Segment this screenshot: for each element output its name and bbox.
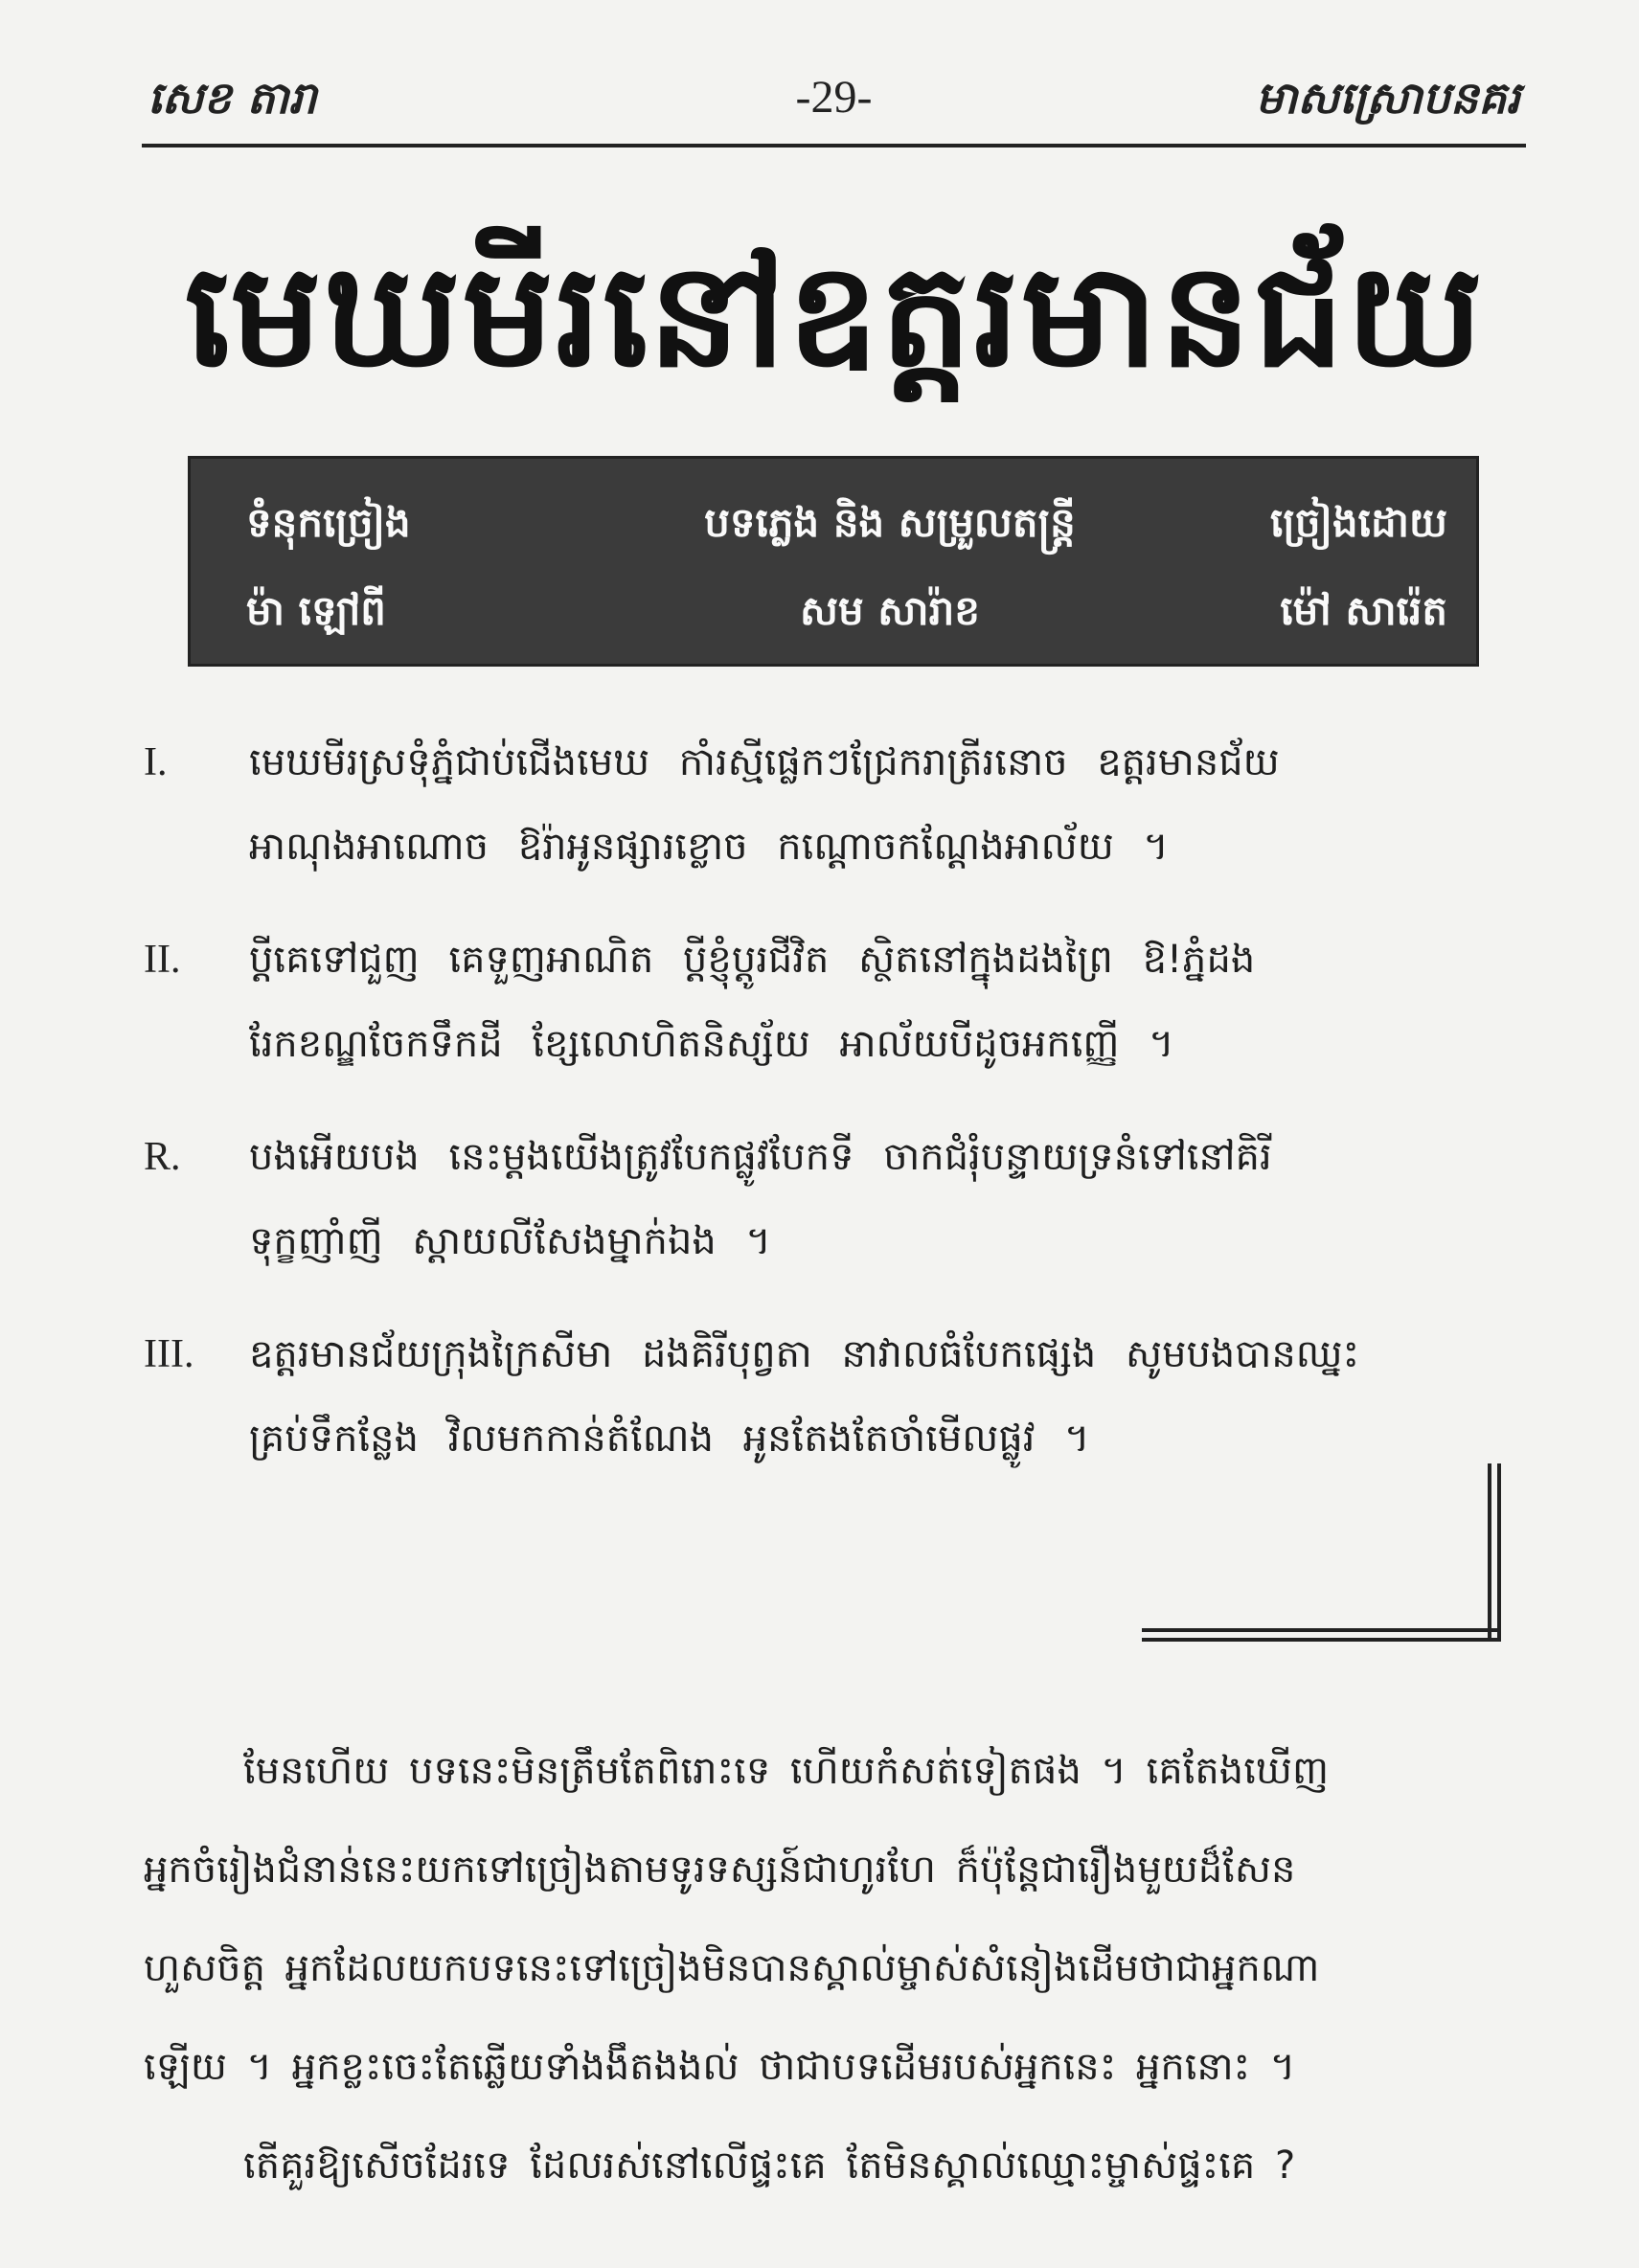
prose-line: មែនហើយ បទនេះមិនត្រឹមតែពិរោះទេ ហើយកំសត់ទៀតផង ។ គេតែងឃើញ: [243, 1749, 1330, 1793]
lyric-line: ឧត្តរមានជ័យក្រុងក្រៃសីមា ដងគិរីបុព្វតា នាវាលធំបែកផ្សេង សូមបងបានឈ្នះ: [249, 1332, 1360, 1376]
lyric-line: ទុក្ខញាំញី ស្ដាយលីសែងម្នាក់ឯង ។: [249, 1219, 771, 1263]
corner-ornament-horizontal: [1142, 1628, 1501, 1642]
lyric-line: បងអើយបង នេះម្ដងយើងត្រូវបែកផ្លូវបែកទី ចាកជំរុំបន្ទាយទ្រនំទៅនៅគិរី: [249, 1135, 1272, 1179]
verse-marker: R.: [144, 1135, 181, 1179]
header-book-title: មាសស្រោបនគរ: [1255, 72, 1520, 124]
credit-role: ទំនុកច្រៀង: [246, 499, 411, 546]
prose-line: តើគួរឱ្យសើចដែរទេ ដែលរស់នៅលើផ្ទះគេ តែមិនស្គាល់ឈ្មោះម្ចាស់ផ្ទះគេ ?: [243, 2143, 1296, 2188]
credit-person: សម សារ៉ាខ: [800, 587, 980, 634]
credit-role: បទភ្លេង និង សម្រួលតន្ត្រី: [704, 499, 1076, 546]
lyric-line: គ្រប់ទឹកន្លែង វិលមកកាន់តំណែង អូនតែងតែចាំមើលផ្លូវ ។: [249, 1417, 1090, 1461]
credit-person: ម៉ា ឡៅពី: [246, 587, 386, 634]
credit-role: ច្រៀងដោយ: [1270, 499, 1447, 546]
header-divider: [142, 144, 1526, 147]
verse: [144, 720, 1533, 889]
lyrics: [144, 720, 1533, 1509]
prose-line: ហួសចិត្ត អ្នកដែលយកបទនេះទៅច្រៀងមិនបានស្គាល់ម្ចាស់សំនៀងដើមថាជាអ្នកណា: [144, 1946, 1320, 1990]
song-title: មេឃមីរនៅឧត្តរមានជ័យ: [184, 233, 1485, 399]
prose-line: អ្នកចំរៀងជំនាន់នេះយកទៅច្រៀងតាមទូរទស្សន៍ជាហូរហែ ក៏ប៉ុន្ដែជារឿងមួយដ៏សែន: [144, 1848, 1296, 1892]
lyric-line: អាណុងអាណោច ឱរ៉ាអូនផ្សារខ្លោច កណ្ដោចកណ្ដែងអាល័យ ។: [249, 825, 1169, 869]
credit-composer: [689, 459, 1091, 664]
refrain: [144, 1115, 1533, 1283]
credit-singer: [1160, 459, 1447, 664]
prose-line: ឡើយ ។ អ្នកខ្លះចេះតែឆ្លើយទាំងងឹតងងល់ ថាជាបទដើមរបស់អ្នកនេះ អ្នកនោះ ។: [144, 2045, 1296, 2089]
verse: [144, 918, 1533, 1086]
running-header: [142, 59, 1526, 134]
credits-box: [188, 456, 1479, 667]
verse-marker: III.: [144, 1332, 194, 1376]
verse-marker: I.: [144, 740, 168, 784]
header-author: សេខ តារា: [148, 72, 317, 124]
commentary: [144, 1722, 1504, 2215]
page-number: -29-: [795, 72, 873, 123]
verse-marker: II.: [144, 938, 181, 982]
credit-lyricist: [246, 459, 591, 664]
corner-ornament-vertical: [1488, 1463, 1501, 1642]
credit-person: ម៉ៅ សារ៉េត: [1280, 587, 1447, 634]
lyric-line: ប្ដីគេទៅជួញ គេទួញអាណិត ប្ដីខ្ញុំប្ដូរជីវិត ស្ថិតនៅក្នុងដងព្រៃ ឱ!ភ្នំដង: [249, 938, 1256, 982]
verse: [144, 1312, 1533, 1481]
lyric-line: មេឃមីរស្រទុំភ្នំជាប់ជើងមេឃ កាំរស្មីផ្លេកៗជ្រែករាត្រីរនោច ឧត្តរមានជ័យ: [249, 740, 1280, 784]
lyric-line: រែកខណ្ឌចែកទឹកដី ខ្សែលោហិតនិស្ស័យ អាល័យបីដូចអកញ្ញើ ។: [249, 1022, 1174, 1066]
